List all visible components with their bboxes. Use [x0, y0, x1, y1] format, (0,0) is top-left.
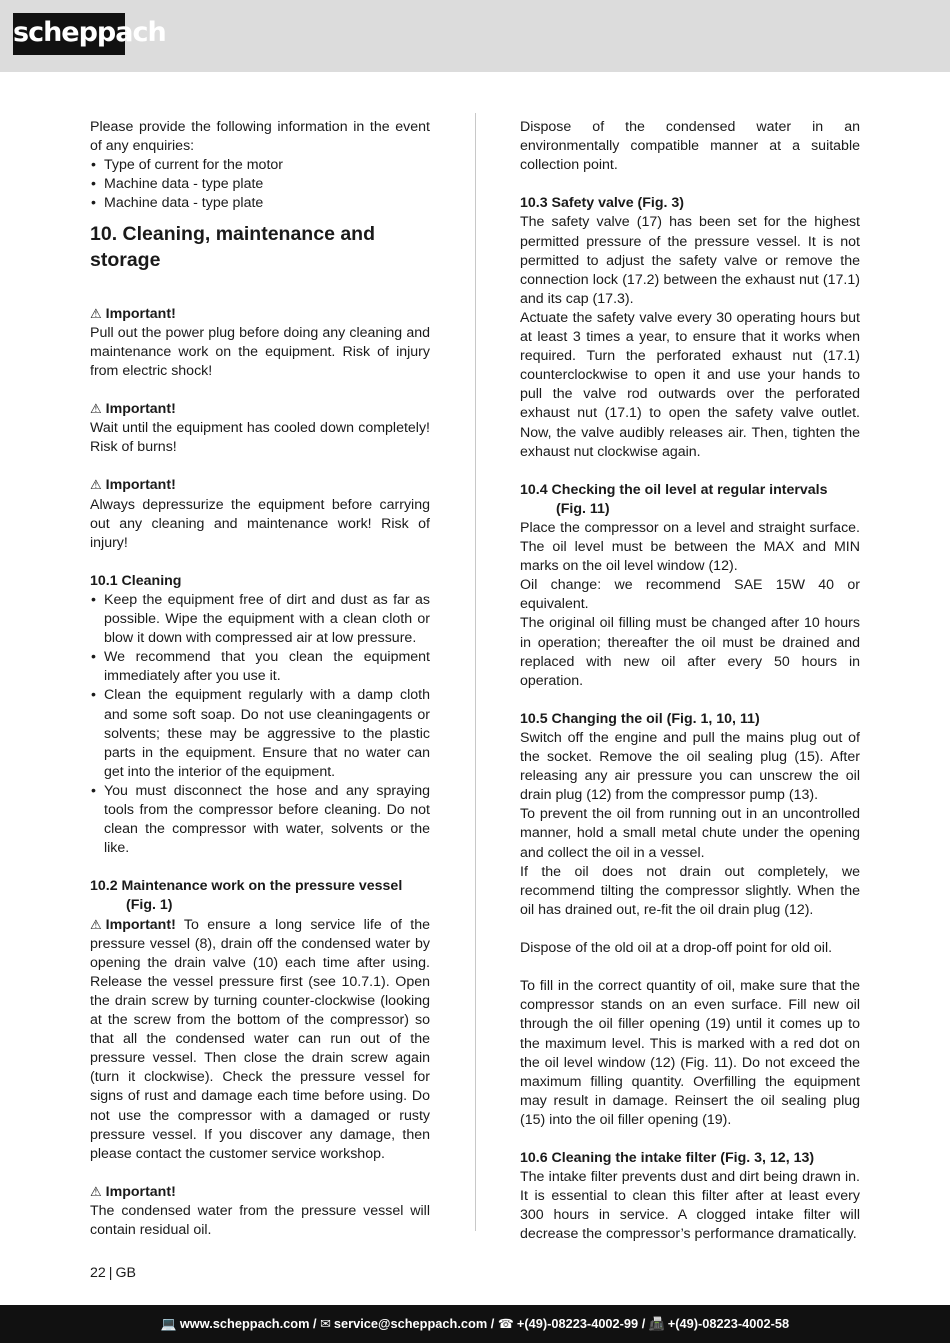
- important-heading: ⚠ Important!: [90, 305, 430, 324]
- important-text-power-plug: Pull out the power plug before doing any cleaning and maintenance work on the equipment. Risk of injury from electric shock!: [90, 324, 430, 379]
- safety-valve-text-2: Actuate the safety valve every 30 operating hours but at least 3 times a year, to ensure that it works when required. Turn the perforated exhaust nut (17.1) counterclockwise to open it and use your hands to pull the valve rod outwards over the perforated exhaust nut (17.1) to open the safety valve outlet. Now, the valve audibly releases air. Then, tighten the exhaust nut clockwise again.: [520, 309, 860, 460]
- important-heading: ⚠ Important!: [90, 1183, 430, 1202]
- page-number: 22 | GB: [90, 1265, 136, 1281]
- list-item: • You must disconnect the hose and any spraying tools from the compressor before cleaning. Do not clean the compressor with water, solvents or the like.: [90, 782, 430, 858]
- page-header: [0, 0, 950, 72]
- enquiry-list: [90, 156, 430, 213]
- list-item: • Type of current for the motor: [90, 156, 430, 175]
- computer-icon: 💻: [160, 1317, 177, 1332]
- changing-oil-text-5: To fill in the correct quantity of oil, make sure that the compressor stands on an even surface. Fill new oil through the oil filler opening (19) until it comes up to the maximum level. This is marked with a red dot on the oil level window (12) (Fig. 11). Do not exceed the maximum filling quantity. Overfilling the equipment may result in damage. Reinsert the oil sealing plug (15) into the oil filler opening (19).: [520, 978, 860, 1128]
- important-text-depressurize: Always depressurize the equipment before carrying out any cleaning and maintenance work! Risk of injury!: [90, 496, 430, 551]
- left-column: [90, 118, 430, 1240]
- list-item: • Keep the equipment free of dirt and dust as far as possible. Wipe the equipment with a clean cloth or blow it down with compressed air at low pressure.: [90, 591, 430, 648]
- footer-web[interactable]: www.scheppach.com /: [179, 1316, 317, 1331]
- subsection-title-oil-level: 10.4 Checking the oil level at regular intervals (Fig. 11): [520, 481, 828, 517]
- changing-oil-text-3: If the oil does not drain out completely, we recommend tilting the compressor slightly. When the oil has drained out, re-fit the oil drain plug (12).: [520, 863, 860, 918]
- subsection-title-intake-filter: 10.6 Cleaning the intake filter (Fig. 3, 12, 13): [520, 1150, 815, 1167]
- subsection-title-safety-valve: 10.3 Safety valve (Fig. 3): [520, 195, 685, 212]
- list-item: • Clean the equipment regularly with a damp cloth and some soft soap. Do not use cleaningagents or solvents; these may be aggressive to the plastic parts in the equipment. Ensure that no water can get into the interior of the equipment.: [90, 686, 430, 781]
- pressure-vessel-text: ⚠ Important! To ensure a long service life of the pressure vessel (8), drain off the condensed water by opening the drain valve (10) each time after using. Release the vessel pressure first (see 10.7.1). Open the drain screw by turning counter-clockwise (looking at the screw from the bottom of the compressor) so that all the condensed water can run out of the pressure vessel. Then close the drain screw again (turn it clockwise). Check the pressure vessel for signs of rust and damage each time before using. Do not use the compressor with a damaged or rusty pressure vessel. If you discover any damage, then please contact the customer service workshop.: [90, 916, 430, 1162]
- warning-icon: ⚠: [90, 402, 102, 418]
- list-item: • Machine data - type plate: [90, 194, 430, 213]
- right-column: [520, 118, 860, 1245]
- important-heading: ⚠ Important!: [90, 476, 430, 495]
- fax-icon: 📠: [648, 1317, 665, 1332]
- section-title: 10. Cleaning, maintenance and storage: [90, 223, 375, 272]
- page-footer: [0, 1305, 950, 1343]
- subsection-title-cleaning: 10.1 Cleaning: [90, 572, 182, 589]
- oil-level-text-2: Oil change: we recommend SAE 15W 40 or equivalent.: [520, 577, 860, 613]
- important-text-cooled-down: Wait until the equipment has cooled down completely! Risk of burns!: [90, 420, 430, 456]
- list-item: • We recommend that you clean the equipment immediately after you use it.: [90, 648, 430, 686]
- column-divider: [475, 113, 476, 1231]
- enquiry-intro: Please provide the following information in the event of any enquiries:: [90, 119, 430, 155]
- cleaning-list: [90, 591, 430, 858]
- changing-oil-text-1: Switch off the engine and pull the mains plug out of the socket. Remove the oil sealing plug (15). After releasing any air pressure you can unscrew the oil drain plug (12) from the compressor pump (13).: [520, 730, 860, 804]
- dispose-condensed-water-text: Dispose of the condensed water in an environmentally compatible manner at a suitable collection point.: [520, 119, 860, 174]
- phone-icon: ☎: [497, 1317, 514, 1332]
- mail-icon: ✉: [320, 1317, 331, 1332]
- subsection-title-pressure-vessel: 10.2 Maintenance work on the pressure vessel (Fig. 1): [90, 878, 403, 914]
- intake-filter-text-1: The intake filter prevents dust and dirt being drawn in. It is essential to clean this filter after at least every 300 hours in service. A clogged intake filter will decrease the compressor’s performance dramatically.: [520, 1169, 860, 1243]
- changing-oil-text-2: To prevent the oil from running out in an uncontrolled manner, hold a small metal chute under the opening and collect the oil in a vessel.: [520, 806, 860, 861]
- footer-email[interactable]: service@scheppach.com /: [333, 1316, 495, 1331]
- important-heading: ⚠ Important!: [90, 400, 430, 419]
- oil-level-text-1: Place the compressor on a level and straight surface. The oil level must be between the MAX and MIN marks on the oil level window (12).: [520, 519, 860, 575]
- warning-icon: ⚠: [90, 306, 102, 322]
- list-item: • Machine data - type plate: [90, 175, 430, 194]
- oil-level-text-3: The original oil filling must be changed after 10 hours in operation; thereafter the oil must be drained and replaced with new oil after every 50 hours in operation.: [520, 615, 860, 689]
- footer-phone: +(49)-08223-4002-99 /: [516, 1316, 646, 1331]
- changing-oil-text-4: Dispose of the old oil at a drop-off point for old oil.: [520, 940, 833, 957]
- warning-icon: ⚠: [90, 478, 102, 494]
- warning-icon: ⚠: [90, 1184, 102, 1200]
- safety-valve-text-1: The safety valve (17) has been set for the highest permitted pressure of the pressure vessel. It is not permitted to adjust the safety valve or remove the connection lock (17.2) between the exhaust nut (17.1) and its cap (17.3).: [520, 214, 860, 307]
- footer-fax: +(49)-08223-4002-58: [667, 1316, 790, 1331]
- subsection-title-changing-oil: 10.5 Changing the oil (Fig. 1, 10, 11): [520, 710, 760, 727]
- warning-icon: ⚠: [90, 917, 102, 933]
- scheppach-logo: scheppach: [13, 13, 125, 55]
- important-text-residual-oil: The condensed water from the pressure vessel will contain residual oil.: [90, 1202, 430, 1239]
